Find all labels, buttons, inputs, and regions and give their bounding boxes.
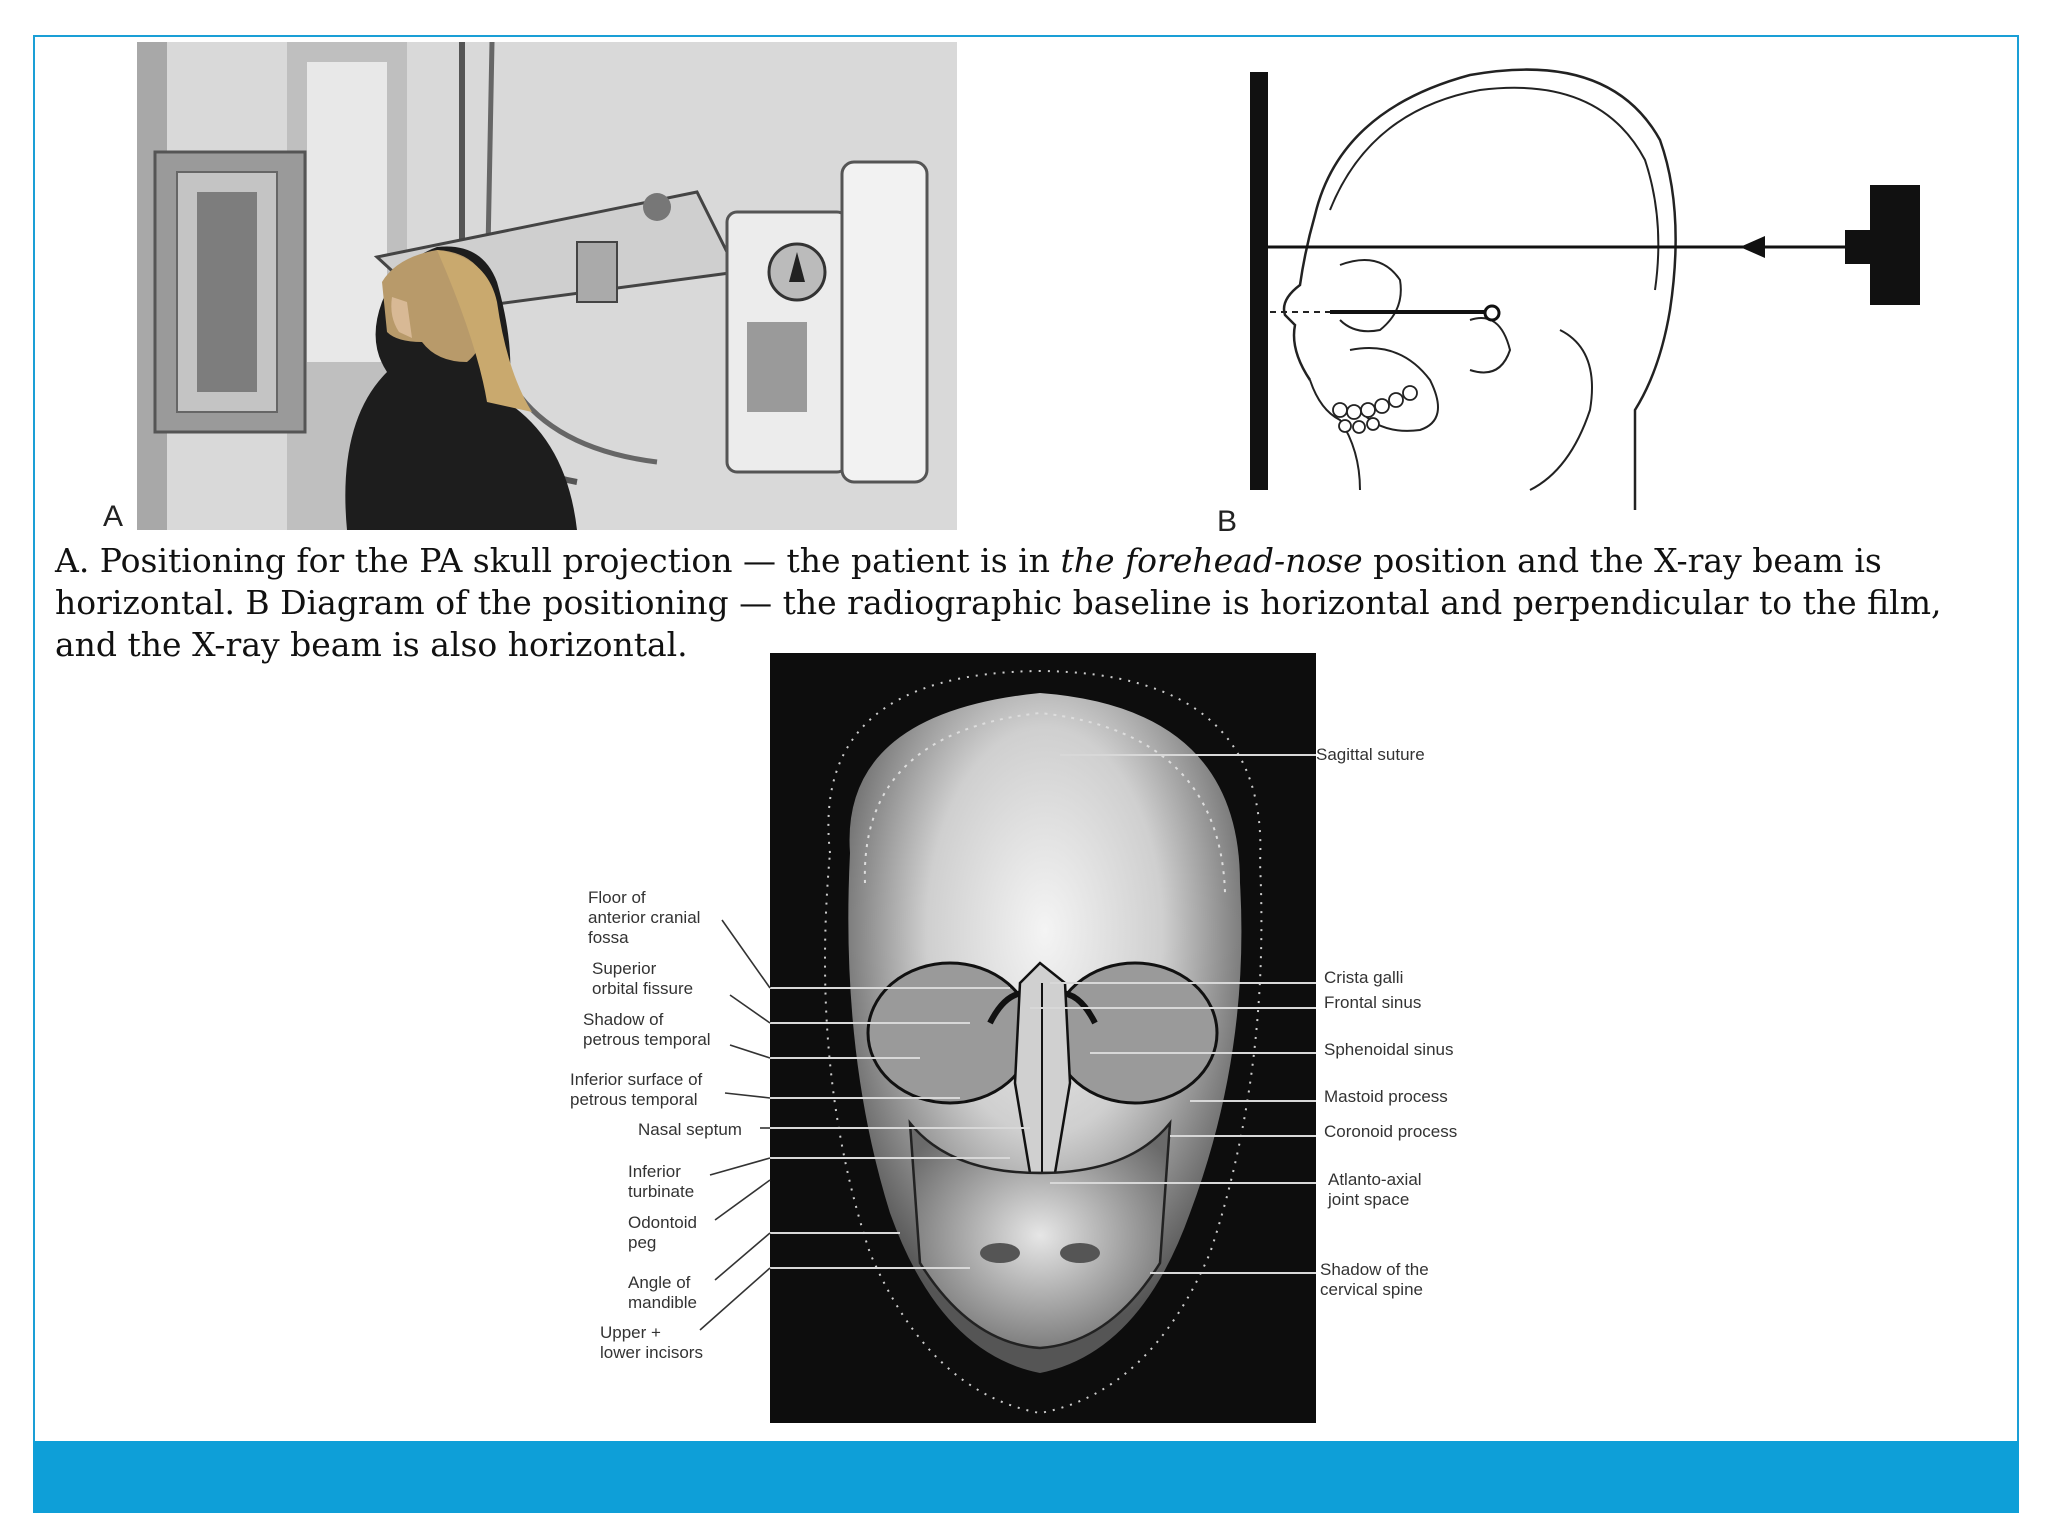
figure-a-photo xyxy=(137,42,957,530)
xray-label-sphenoidal-sinus: Sphenoidal sinus xyxy=(1324,1040,1454,1059)
figure-caption: A. Positioning for the PA skull projection — the patient is in the forehead-nose position and the X-ray beam is horizontal. B Diagram of the positioning — the radiographic baseline is horizontal and perpendicular to the film, and the X-ray beam is also horizontal. xyxy=(55,541,1942,664)
figure-b-diagram xyxy=(1230,50,1950,530)
xray-label-atlanto-axial: Atlanto-axial joint space xyxy=(1328,1170,1422,1209)
xray-label-coronoid-process: Coronoid process xyxy=(1324,1122,1458,1141)
xray-label-nasal-septum: Nasal septum xyxy=(638,1120,742,1139)
xray-label-odontoid-peg: Odontoid peg xyxy=(628,1213,697,1252)
xray-label-inferior-turbinate: Inferior turbinate xyxy=(628,1162,695,1201)
xray-label-cervical-spine: Shadow of the cervical spine xyxy=(1320,1260,1429,1299)
film-plate xyxy=(1250,72,1268,490)
caption-emphasis: the forehead-nose xyxy=(1060,541,1363,580)
xray-label-crista-galli: Crista galli xyxy=(1324,968,1404,987)
footer-accent-bar xyxy=(33,1441,2019,1513)
xray-label-inferior-petrous: Inferior surface of petrous temporal xyxy=(570,1070,703,1109)
xray-label-sagittal-suture: Sagittal suture xyxy=(1316,745,1425,764)
xray-label-frontal-sinus: Frontal sinus xyxy=(1324,993,1422,1012)
xray-label-incisors: Upper + lower incisors xyxy=(600,1323,703,1362)
xray-label-petrous-shadow: Shadow of petrous temporal xyxy=(583,1010,711,1049)
xray-label-floor: Floor of anterior cranial fossa xyxy=(588,888,701,947)
head-outline xyxy=(1284,70,1676,510)
xray-label-superior-orbital-fissure: Superior orbital fissure xyxy=(592,959,694,998)
xray-label-mastoid-process: Mastoid process xyxy=(1324,1087,1448,1106)
xray-tube-box xyxy=(1870,185,1920,305)
figure-b-letter: B xyxy=(1217,505,1238,538)
xray-label-angle-mandible: Angle of mandible xyxy=(628,1273,697,1312)
figure-a-letter: A xyxy=(103,500,124,533)
